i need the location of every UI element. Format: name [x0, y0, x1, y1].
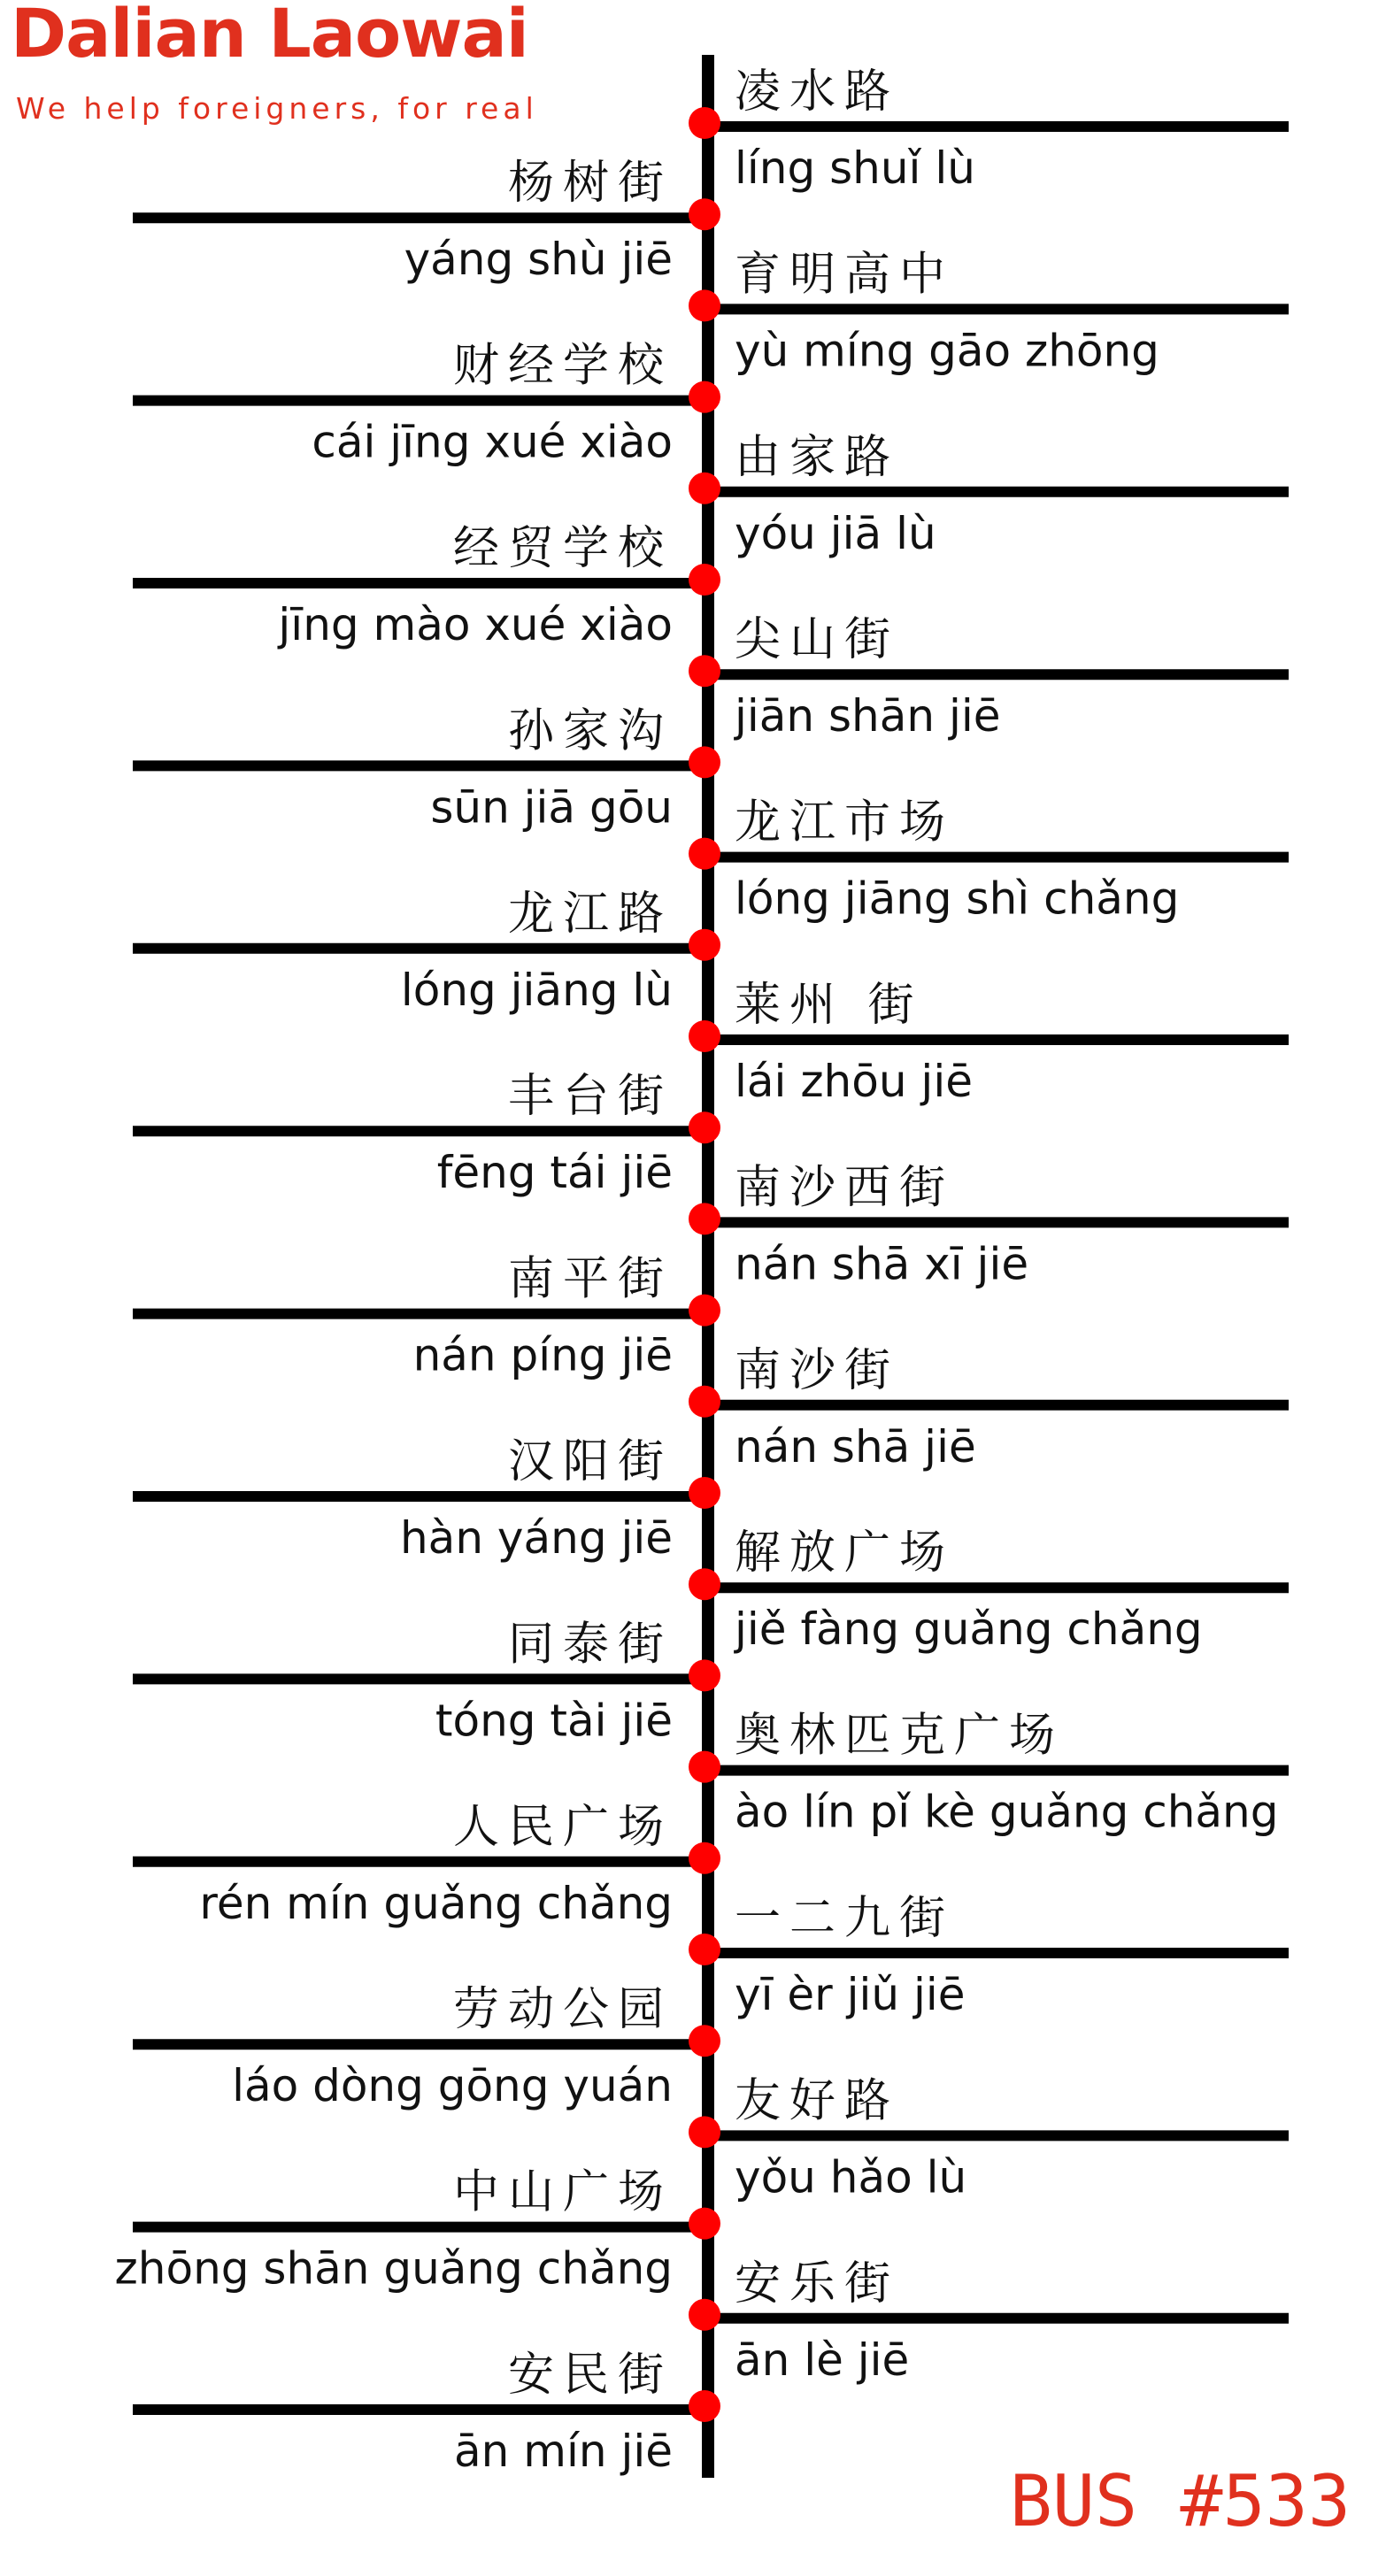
stop-name-pinyin: zhōng shān guǎng chǎng — [114, 2242, 673, 2295]
stop-name-chinese: 经贸学校 — [452, 522, 673, 575]
stop-marker — [689, 838, 720, 870]
stop-marker — [689, 564, 720, 596]
stop-name-chinese: 汉阳街 — [507, 1435, 673, 1488]
stop-marker — [689, 1934, 720, 1965]
stop-name-pinyin: ān mín jiē — [454, 2426, 673, 2477]
stop-name-pinyin: nán shā xī jiē — [735, 1238, 1029, 1290]
brand-logo-name: Dalian Laowai — [11, 0, 528, 73]
stop-name-pinyin: lóng jiāng lù — [400, 964, 673, 1016]
stop-marker — [689, 289, 720, 321]
stop-marker — [689, 1203, 720, 1234]
stop-name-chinese: 杨树街 — [507, 157, 673, 211]
stop-name-pinyin: nán píng jiē — [412, 1329, 673, 1381]
stop-marker — [689, 381, 720, 413]
stop-name-pinyin: yǒu hǎo lù — [735, 2151, 967, 2203]
stop-marker — [689, 107, 720, 139]
stop-name-chinese: 南平街 — [507, 1252, 673, 1306]
stop-name-chinese: 南沙街 — [735, 1343, 900, 1397]
stop-name-pinyin: hàn yáng jiē — [399, 1512, 673, 1564]
stop-marker — [689, 1477, 720, 1509]
stop-name-pinyin: lái zhōu jiē — [735, 1056, 973, 1107]
stop-name-chinese: 安民街 — [507, 2349, 673, 2402]
stop-name-chinese: 人民广场 — [452, 1800, 673, 1854]
stop-name-pinyin: tóng tài jiē — [435, 1695, 673, 1747]
stop-name-chinese: 凌水路 — [735, 65, 900, 119]
stop-marker — [689, 1295, 720, 1326]
stop-name-pinyin: yóu jiā lù — [735, 507, 936, 559]
stop-marker — [689, 198, 720, 230]
stop-marker — [689, 2116, 720, 2148]
brand-tagline: We help foreigners, for real — [16, 91, 538, 126]
stop-marker — [689, 929, 720, 961]
stop-name-chinese: 南沙西街 — [735, 1161, 955, 1215]
stop-name-chinese: 友好路 — [735, 2074, 900, 2128]
stop-name-pinyin: fēng tái jiē — [436, 1147, 673, 1199]
stop-marker — [689, 1751, 720, 1783]
stop-name-chinese: 奥林匹克广场 — [735, 1709, 1065, 1763]
stop-name-chinese: 同泰街 — [507, 1618, 673, 1672]
stop-name-chinese: 育明高中 — [735, 248, 955, 302]
stop-name-pinyin: sūn jiā gōu — [430, 781, 673, 834]
stop-name-pinyin: ào lín pǐ kè guǎng chǎng — [735, 1786, 1279, 1838]
stop-name-pinyin: lóng jiāng shì chǎng — [735, 873, 1180, 925]
stop-marker — [689, 2390, 720, 2422]
stop-marker — [689, 2025, 720, 2057]
stop-marker — [689, 655, 720, 687]
stop-marker — [689, 1842, 720, 1874]
stop-marker — [689, 1111, 720, 1143]
stop-name-chinese: 财经学校 — [452, 339, 673, 393]
stop-name-chinese: 中山广场 — [452, 2165, 673, 2219]
stop-name-pinyin: rén mín guǎng chǎng — [199, 1877, 673, 1929]
stop-marker — [689, 746, 720, 778]
bus-route-label: BUS #533 — [1009, 2460, 1351, 2542]
stop-marker — [689, 1020, 720, 1052]
stop-name-chinese: 劳动公园 — [452, 1983, 673, 2037]
stop-marker — [689, 2208, 720, 2240]
stop-name-chinese: 孙家沟 — [507, 704, 673, 758]
stop-name-chinese: 龙江市场 — [735, 796, 955, 850]
stop-name-chinese: 龙江路 — [507, 887, 673, 941]
stop-marker — [689, 1568, 720, 1600]
stop-name-chinese: 莱州 街 — [735, 979, 923, 1032]
stop-name-pinyin: ān lè jiē — [735, 2334, 910, 2386]
stop-name-chinese: 丰台街 — [507, 1070, 673, 1124]
stop-name-chinese: 安乐街 — [735, 2257, 900, 2311]
stop-name-pinyin: jīng mào xué xiào — [278, 599, 673, 650]
stop-marker — [689, 1659, 720, 1691]
stop-marker — [689, 2299, 720, 2331]
stop-name-pinyin: cái jīng xué xiào — [312, 416, 673, 468]
stop-name-chinese: 一二九街 — [735, 1892, 955, 1945]
stop-name-pinyin: jiān shān jiē — [735, 690, 1001, 742]
stop-marker — [689, 473, 720, 504]
stop-name-pinyin: nán shā jiē — [735, 1420, 976, 1473]
stop-name-pinyin: yù míng gāo zhōng — [735, 325, 1159, 377]
stop-name-pinyin: jiě fàng guǎng chǎng — [735, 1603, 1203, 1656]
stop-name-pinyin: yáng shù jiē — [404, 234, 673, 286]
stop-name-pinyin: láo dòng gōng yuán — [232, 2060, 673, 2112]
stop-name-pinyin: líng shuǐ lù — [735, 142, 975, 194]
stop-name-chinese: 尖山街 — [735, 613, 900, 667]
stop-name-chinese: 解放广场 — [735, 1526, 955, 1580]
stop-name-pinyin: yī èr jiǔ jiē — [735, 1969, 966, 2020]
stop-name-chinese: 由家路 — [735, 430, 900, 484]
stop-marker — [689, 1386, 720, 1418]
